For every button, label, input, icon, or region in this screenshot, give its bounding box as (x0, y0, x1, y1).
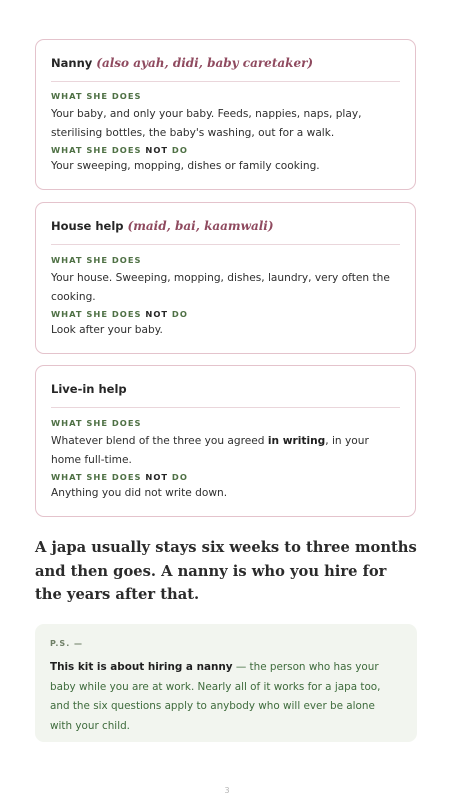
card-alias: (also ayah, didi, baby caretaker) (96, 55, 314, 70)
does-label: WHAT SHE DOES (51, 418, 142, 428)
ps-body: This kit is about hiring a nanny — the person who has your baby while you are at work. Nearly all of it works for a japa too, and the six questions apply to anybody who will ever be alone with your child. (50, 661, 381, 732)
does-text: Whatever blend of the three you agreed in writing, in your home full-time. (51, 435, 369, 466)
does-not-text: Look after your baby. (51, 324, 163, 336)
page-number: 3 (224, 786, 230, 795)
card-alias: (maid, bai, kaamwali) (127, 218, 274, 233)
house-help-card (35, 202, 416, 354)
card-header (51, 370, 400, 408)
closing-statement: A japa usually stays six weeks to three months and then goes. A nanny is who you hire for the years after that. (35, 539, 417, 603)
does-label: WHAT SHE DOES (51, 91, 142, 101)
does-not-text: Anything you did not write down. (51, 487, 228, 499)
nanny-card (35, 39, 416, 190)
does-label: WHAT SHE DOES (51, 255, 142, 265)
does-text: Your baby, and only your baby. Feeds, nappies, naps, play, sterilising bottles, the baby's washing, out for a walk. (51, 108, 362, 139)
does-not-label: WHAT SHE DOES NOT DO (51, 472, 188, 482)
card-title: Live-in help (51, 381, 127, 396)
card-title: House help (51, 218, 124, 233)
live-in-help-card (35, 365, 416, 517)
does-not-label: WHAT SHE DOES NOT DO (51, 309, 188, 319)
card-header (51, 207, 400, 245)
card-header (51, 44, 400, 82)
does-text: Your house. Sweeping, mopping, dishes, laundry, very often the cooking. (51, 272, 390, 303)
does-not-label: WHAT SHE DOES NOT DO (51, 145, 188, 155)
ps-note (35, 624, 417, 742)
card-title: Nanny (51, 55, 93, 70)
does-not-text: Your sweeping, mopping, dishes or family cooking. (51, 160, 320, 172)
ps-label: P.S. — (50, 639, 84, 648)
